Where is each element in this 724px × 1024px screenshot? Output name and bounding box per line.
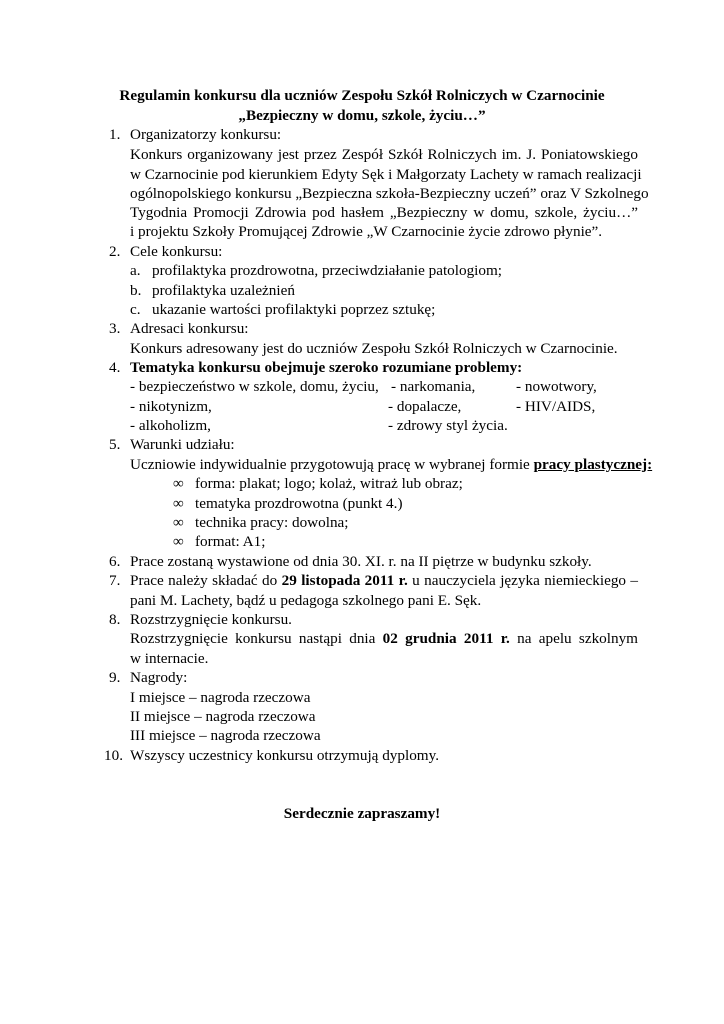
section-3-number: 3. xyxy=(109,320,121,337)
section-10-number: 10. xyxy=(104,747,123,764)
section-1-line: Tygodnia Promocji Zdrowia pod hasłem „Bezpieczny w domu, szkole, życiu…” xyxy=(130,204,638,221)
infinity-bullet-icon: ∞ xyxy=(173,533,184,550)
section-1-line: ogólnopolskiego konkursu „Bezpieczna szkoła-Bezpieczny uczeń” oraz V Szkolnego xyxy=(130,185,649,202)
section-6-text: Prace zostaną wystawione od dnia 30. XI. r. na II piętrze w budynku szkoły. xyxy=(130,553,592,570)
section-1-line: i projektu Szkoły Promującej Zdrowie „W Czarnocinie życie zdrowo płynie”. xyxy=(130,223,603,240)
section-5-intro xyxy=(130,455,652,474)
section-5-intro-emphasis: pracy plastycznej: xyxy=(533,456,653,473)
results-date: 02 grudnia 2011 r. xyxy=(382,630,510,647)
section-1-heading: Organizatorzy konkursu: xyxy=(130,126,282,143)
section-7-line2: pani M. Lachety, bądź u pedagoga szkolnego pani E. Sęk. xyxy=(130,592,482,609)
section-8-line2: w internacie. xyxy=(130,650,209,667)
section-8-text: Rozstrzygnięcie konkursu nastąpi dnia xyxy=(130,630,383,647)
section-9-heading: Nagrody: xyxy=(130,669,188,686)
section-10-text: Wszyscy uczestnicy konkursu otrzymują dyplomy. xyxy=(130,747,440,764)
condition-item: tematyka prozdrowotna (punkt 4.) xyxy=(195,495,403,512)
infinity-bullet-icon: ∞ xyxy=(173,495,184,512)
submission-deadline: 29 listopada 2011 r. xyxy=(281,572,408,589)
section-4-heading: Tematyka konkursu obejmuje szeroko rozumiane problemy: xyxy=(130,359,523,376)
section-1-line: Konkurs organizowany jest przez Zespół Szkół Rolniczych im. J. Poniatowskiego xyxy=(130,146,638,163)
section-5-number: 5. xyxy=(109,436,121,453)
section-8-line1 xyxy=(130,629,638,648)
document-title: Regulamin konkursu dla uczniów Zespołu Szkół Rolniczych w Czarnocinie xyxy=(119,87,605,104)
section-7-number: 7. xyxy=(109,572,121,589)
section-5-heading: Warunki udziału: xyxy=(130,436,235,453)
goal-item: profilaktyka prozdrowotna, przeciwdziałanie patologiom; xyxy=(152,262,503,279)
section-7-line1 xyxy=(130,571,638,590)
prize-item: I miejsce – nagroda rzeczowa xyxy=(130,689,311,706)
condition-item: technika pracy: dowolna; xyxy=(195,514,349,531)
goal-letter: b. xyxy=(130,282,142,299)
infinity-bullet-icon: ∞ xyxy=(173,514,184,531)
topic-item: - nowotwory, xyxy=(516,378,597,395)
section-8-text: na apelu szkolnym xyxy=(509,630,638,647)
closing-text: Serdecznie zapraszamy! xyxy=(283,805,441,822)
section-7-text: u nauczyciela języka niemieckiego – xyxy=(407,572,638,589)
topic-item: - narkomania, xyxy=(391,378,476,395)
topic-item: - alkoholizm, xyxy=(130,417,211,434)
prize-item: II miejsce – nagroda rzeczowa xyxy=(130,708,316,725)
section-1-number: 1. xyxy=(109,126,121,143)
section-7-text: Prace należy składać do xyxy=(130,572,282,589)
topic-item: - bezpieczeństwo w szkole, domu, życiu, xyxy=(130,378,379,395)
goal-letter: c. xyxy=(130,301,141,318)
document-subtitle: „Bezpieczny w domu, szkole, życiu…” xyxy=(238,107,486,124)
section-8-number: 8. xyxy=(109,611,121,628)
section-6-number: 6. xyxy=(109,553,121,570)
section-8-heading: Rozstrzygnięcie konkursu. xyxy=(130,611,292,628)
goal-letter: a. xyxy=(130,262,141,279)
topic-item: - nikotynizm, xyxy=(130,398,212,415)
infinity-bullet-icon: ∞ xyxy=(173,475,184,492)
goal-item: ukazanie wartości profilaktyki poprzez sztukę; xyxy=(152,301,436,318)
section-5-intro-text: Uczniowie indywidualnie przygotowują pracę w wybranej formie xyxy=(130,456,534,473)
prize-item: III miejsce – nagroda rzeczowa xyxy=(130,727,321,744)
section-1-line: w Czarnocinie pod kierunkiem Edyty Sęk i Małgorzaty Lachety w ramach realizacji xyxy=(130,166,642,183)
topic-item: - dopalacze, xyxy=(388,398,462,415)
topic-item: - zdrowy styl życia. xyxy=(388,417,508,434)
section-4-number: 4. xyxy=(109,359,121,376)
section-3-heading: Adresaci konkursu: xyxy=(130,320,249,337)
goal-item: profilaktyka uzależnień xyxy=(152,282,295,299)
section-2-heading: Cele konkursu: xyxy=(130,243,223,260)
section-2-number: 2. xyxy=(109,243,121,260)
topic-item: - HIV/AIDS, xyxy=(516,398,596,415)
section-9-number: 9. xyxy=(109,669,121,686)
condition-item: forma: plakat; logo; kolaż, witraż lub obraz; xyxy=(195,475,463,492)
section-3-text: Konkurs adresowany jest do uczniów Zespołu Szkół Rolniczych w Czarnocinie. xyxy=(130,340,618,357)
condition-item: format: A1; xyxy=(195,533,266,550)
